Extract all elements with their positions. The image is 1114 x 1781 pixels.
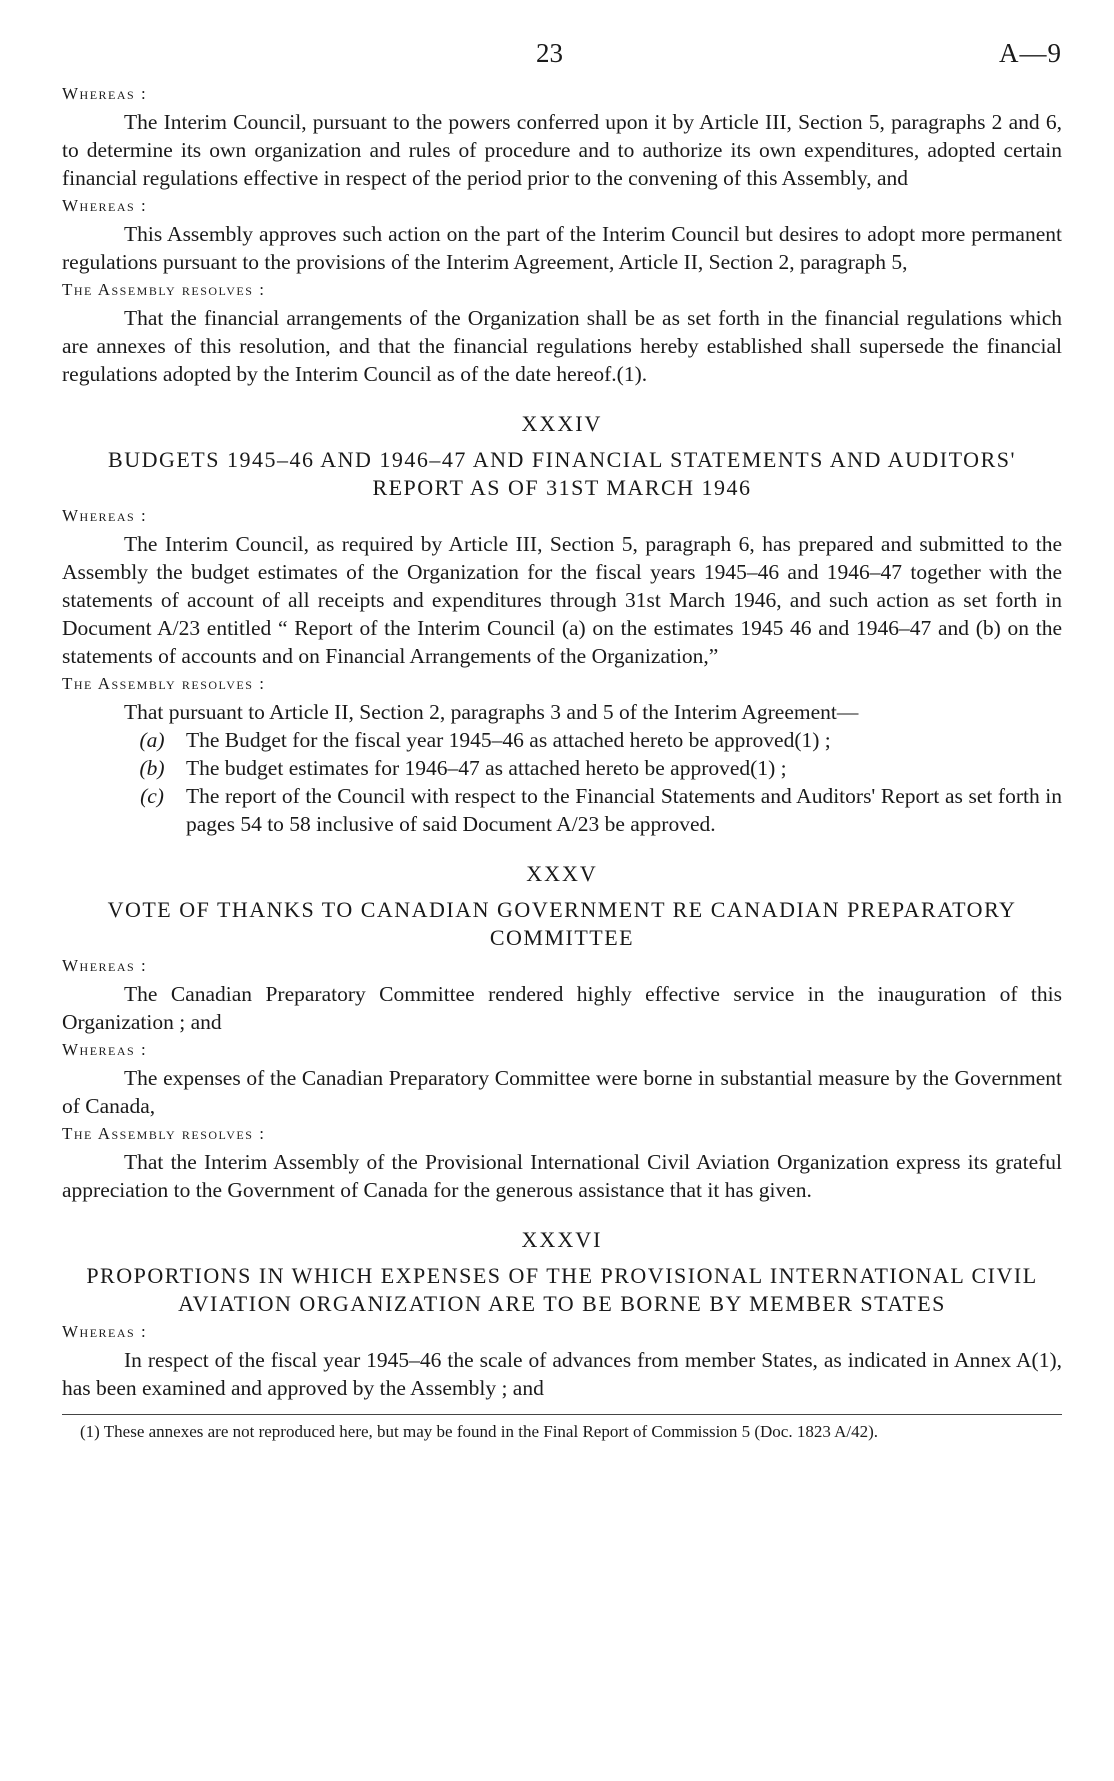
- whereas-label: Whereas :: [62, 506, 148, 525]
- list-marker: (a): [139, 728, 165, 752]
- assembly-resolves-label: The Assembly resolves :: [62, 674, 266, 693]
- section-number: XXXVI: [521, 1227, 603, 1252]
- paragraph: The Interim Council, as required by Article III, Section 5, paragraph 6, has prepared and submitted to the Assembly the budget estimates of the Organization for the fiscal years 1945–46 and 1946–47 together with the statements of account of all receipts and expenditures through 31st March 1946, and such action as set forth in Document A/23 entitled “ Report of the Interim Council (a) on the estimates 1945 46 and 1946–47 and (b) on the statements of accounts and on Financial Arrangements of the Organization,”: [62, 532, 1062, 668]
- assembly-resolves-label: The Assembly resolves :: [62, 1124, 266, 1143]
- page-reference: A—9: [999, 38, 1062, 68]
- footnote-reference: (1): [616, 362, 642, 386]
- paragraph: That the Interim Assembly of the Provisional International Civil Aviation Organization express its grateful appreciation to the Government of Canada for the generous assistance that it has given.: [62, 1150, 1062, 1202]
- list-item: [62, 726, 1062, 754]
- document-page: [62, 38, 1062, 1443]
- footnote-text: These annexes are not reproduced here, but may be found in the Final Report of Commission 5 (Doc. 1823 A/42).: [103, 1422, 879, 1441]
- list-marker: (b): [139, 756, 165, 780]
- section-number: XXXV: [526, 861, 598, 886]
- list-item: [62, 782, 1062, 838]
- whereas-label: Whereas :: [62, 956, 148, 975]
- paragraph: This Assembly approves such action on the part of the Interim Council but desires to adopt more permanent regulations pursuant to the provisions of the Interim Agreement, Article II, Section 2, paragraph 5,: [62, 222, 1062, 274]
- section-xxxv: [62, 860, 1062, 1204]
- whereas-label: Whereas :: [62, 84, 148, 103]
- paragraph: In respect of the fiscal year 1945–46 the scale of advances from member States, as indicated in Annex A(1), has been examined and approved by the Assembly ; and: [62, 1348, 1062, 1400]
- paragraph-text: That the financial arrangements of the Organization shall be as set forth in the financial regulations which are annexes of this resolution, and that the financial regulations hereby established shall supersede the financial regulations adopted by the Interim Council as of the date hereof.: [62, 306, 1062, 386]
- footnote-marker: (1): [80, 1422, 100, 1441]
- section-xxxvi: [62, 1226, 1062, 1402]
- whereas-label: Whereas :: [62, 1040, 148, 1059]
- list-item-text: The budget estimates for 1946–47 as attached hereto be approved(1) ;: [186, 756, 787, 780]
- list-marker: (c): [140, 784, 164, 808]
- paragraph: The expenses of the Canadian Preparatory Committee were borne in substantial measure by the Government of Canada,: [62, 1066, 1062, 1118]
- section-number: XXXIV: [521, 411, 603, 436]
- paragraph: [62, 304, 1062, 388]
- section-title: VOTE OF THANKS TO CANADIAN GOVERNMENT RE CANADIAN PREPARATORY COMMITTEE: [107, 897, 1017, 950]
- whereas-label: Whereas :: [62, 1322, 148, 1341]
- list-item-text: The report of the Council with respect to the Financial Statements and Auditors' Report as set forth in pages 54 to 58 inclusive of said Document A/23 be approved.: [186, 784, 1062, 836]
- intro-resolution: [62, 80, 1062, 388]
- assembly-resolves-label: The Assembly resolves :: [62, 280, 266, 299]
- paragraph-end: .: [641, 362, 648, 386]
- section-title: PROPORTIONS IN WHICH EXPENSES OF THE PROVISIONAL INTERNATIONAL CIVIL AVIATION ORGANIZATION ARE TO BE BORNE BY MEMBER STATES: [86, 1263, 1038, 1316]
- section-xxxiv: [62, 410, 1062, 838]
- section-title: BUDGETS 1945–46 AND 1946–47 AND FINANCIAL STATEMENTS AND AUDITORS' REPORT AS OF 31ST MARCH 1946: [108, 447, 1016, 500]
- paragraph: The Interim Council, pursuant to the powers conferred upon it by Article III, Section 5, paragraphs 2 and 6, to determine its own organization and rules of procedure and to authorize its own expenditures, adopted certain financial regulations effective in respect of the period prior to the convening of this Assembly, and: [62, 110, 1062, 190]
- paragraph: The Canadian Preparatory Committee rendered highly effective service in the inauguration of this Organization ; and: [62, 982, 1062, 1034]
- list-item-text: The Budget for the fiscal year 1945–46 as attached hereto be approved(1) ;: [186, 728, 831, 752]
- list-item: [62, 754, 1062, 782]
- footnote-divider: [62, 1414, 1062, 1415]
- page-number: 23: [536, 38, 563, 68]
- paragraph: That pursuant to Article II, Section 2, paragraphs 3 and 5 of the Interim Agreement—: [124, 700, 859, 724]
- page-header: [62, 38, 1062, 80]
- whereas-label: Whereas :: [62, 196, 148, 215]
- footnote: [62, 1421, 1062, 1443]
